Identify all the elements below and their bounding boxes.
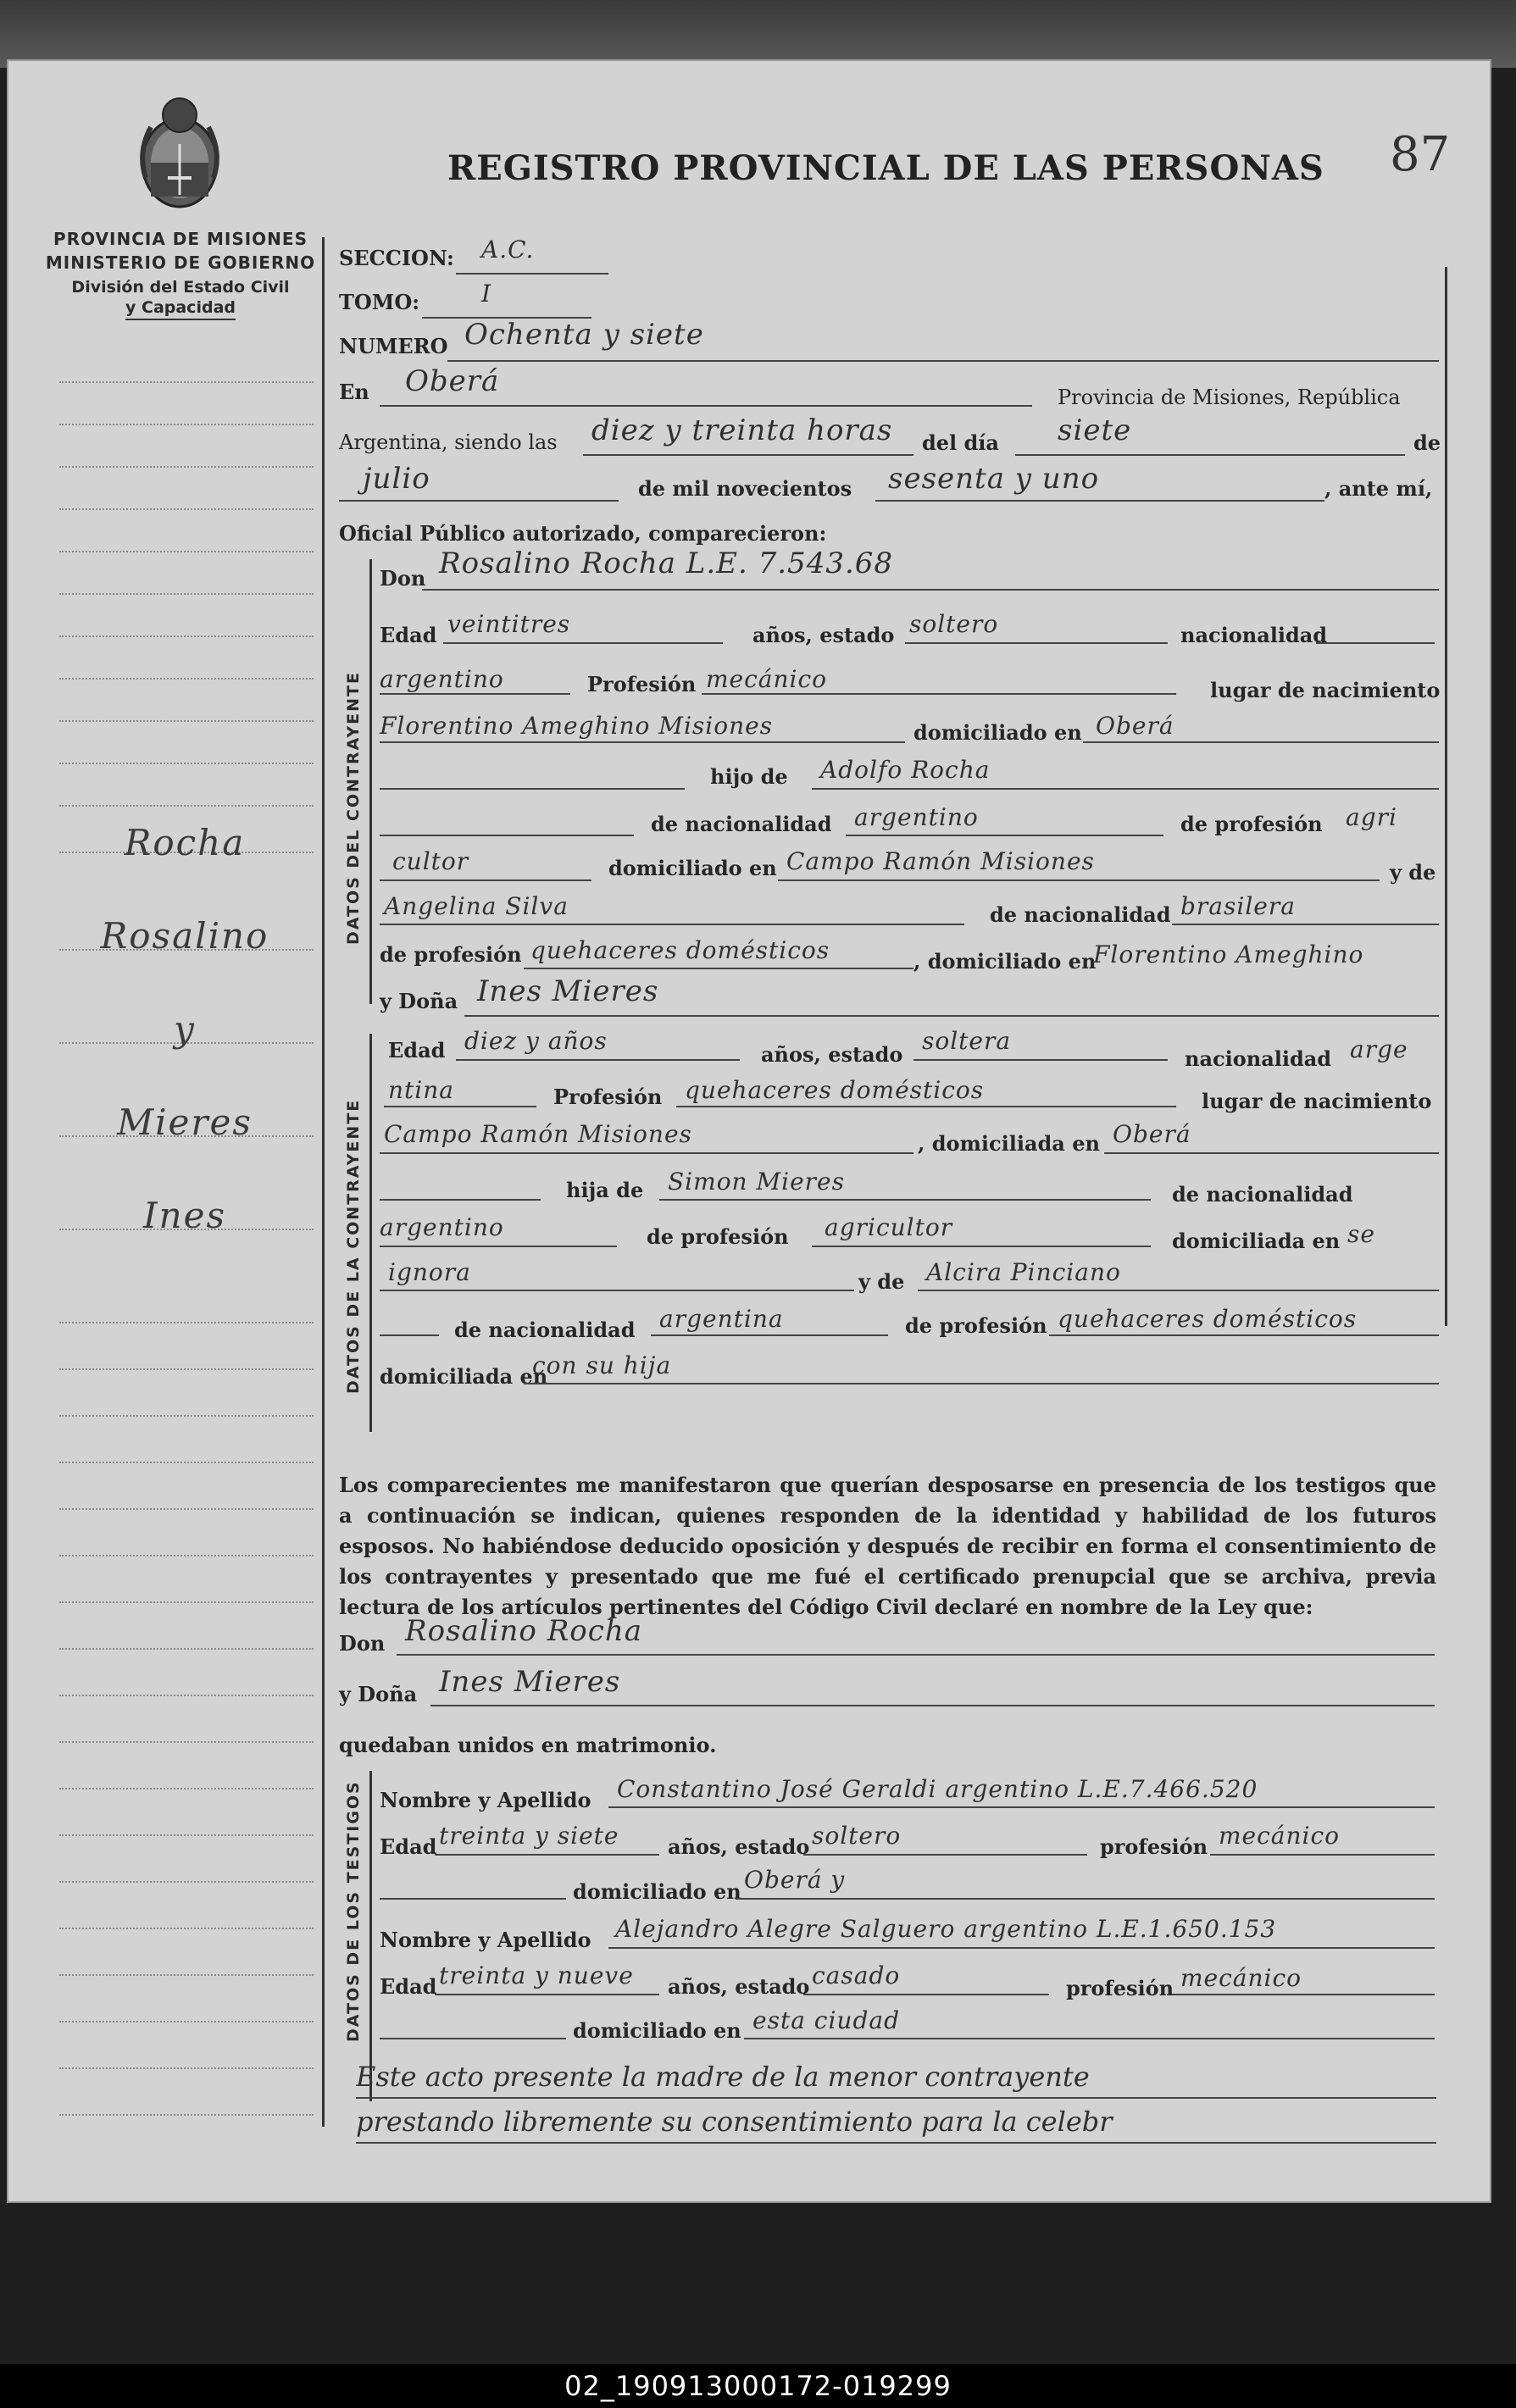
margin-line: [59, 763, 314, 764]
decl-dona-value: Ines Mieres: [439, 1665, 621, 1699]
t2-profesion-label: profesión: [1066, 1976, 1174, 2000]
coat-of-arms-icon: [134, 93, 225, 216]
field-rule: [380, 1334, 439, 1336]
t1-domicilio-value: Oberá y: [744, 1866, 846, 1894]
declaration-text: Los comparecientes me manifestaron que querían desposarse en presencia de los testigos que a continuación se indican, quienes responden de la identidad y habilidad de los futuros esposos. No habiéndose deducido oposición y después de recibir en forma el consentimiento de los contrayentes y presentado que me fué el certificado prenupcial que se archiva, previa lectura de los artículos pertinentes del Código Civil declaré en nombre de la Ley que:: [339, 1473, 1436, 1619]
margin-line: [59, 678, 314, 680]
field-rule: [456, 1059, 740, 1061]
t2-estado-value: casado: [812, 1961, 901, 1989]
margin-line: [59, 1601, 314, 1603]
t1-domiciliado-label: domiciliado en: [573, 1879, 741, 1904]
margin-line: [59, 1555, 314, 1556]
margin-line: [59, 1415, 314, 1417]
margin-line: [59, 1368, 314, 1370]
anios-estado-label: años, estado: [752, 623, 895, 647]
t2-edad-value: treinta y nueve: [439, 1961, 634, 1989]
ministry-line: MINISTERIO DE GOBIERNO: [45, 252, 316, 273]
madre-nac-label: de nacionalidad: [990, 902, 1171, 927]
domiciliado-en-3-label: , domiciliado en: [913, 949, 1097, 974]
field-rule: [1015, 454, 1405, 456]
field-rule: [524, 1383, 1439, 1384]
profesion-label: Profesión: [587, 672, 697, 696]
lugar-label: lugar de nacimiento: [1210, 678, 1441, 702]
field-rule: [778, 879, 1380, 881]
form-frame-right: [1445, 267, 1447, 1326]
anio-value: sesenta y uno: [888, 462, 1100, 496]
margin-line: [59, 508, 314, 510]
field-rule: [384, 1106, 536, 1107]
t2-domicilio-value: esta ciudad: [752, 2006, 900, 2034]
padre-f-value: Simon Mieres: [668, 1168, 845, 1196]
estado-value: soltero: [909, 610, 999, 638]
section-bracket: [369, 1034, 372, 1432]
padre-value: Adolfo Rocha: [820, 756, 991, 784]
padre-f-domicilio-1: se: [1347, 1220, 1375, 1248]
de-profesion-label: de profesión: [1180, 812, 1323, 836]
padre-domicilio: Campo Ramón Misiones: [786, 847, 1095, 875]
contrayente-f-section-label: DATOS DE LA CONTRAYENTE: [344, 1098, 363, 1394]
t1-estado-value: soltero: [812, 1822, 902, 1850]
field-rule: [583, 454, 913, 456]
margin-line: [59, 551, 314, 552]
numero-value: Ochenta y siete: [464, 318, 704, 352]
seccion-label: SECCION:: [339, 246, 454, 270]
padre-f-nacionalidad: argentino: [380, 1213, 504, 1241]
t2-edad-label: Edad: [380, 1974, 437, 1999]
madre-f-nac-label: de nacionalidad: [454, 1318, 636, 1342]
field-rule: [918, 1290, 1439, 1291]
nacionalidad-f-label: nacionalidad: [1185, 1046, 1332, 1071]
field-rule: [702, 693, 1176, 695]
madre-f-nacionalidad: argentina: [659, 1305, 784, 1333]
field-rule: [447, 360, 1439, 362]
madre-domicilio: Florentino Ameghino: [1093, 940, 1364, 968]
field-rule: [380, 1290, 854, 1291]
field-rule: [1316, 642, 1435, 644]
ante-mi-label: , ante mí,: [1324, 476, 1433, 501]
field-rule: [1083, 741, 1439, 743]
edad-f-label: Edad: [388, 1038, 446, 1063]
oficial-text: Oficial Público autorizado, comparecieron:: [339, 521, 827, 546]
margin-line: [59, 1928, 314, 1929]
t2-nombre-value: Alejandro Alegre Salguero argentino L.E.1.650.153: [615, 1915, 1277, 1943]
anios-estado-f-label: años, estado: [761, 1042, 903, 1067]
field-rule: [422, 589, 1439, 591]
form-frame-left: [322, 237, 325, 2127]
de-profesion-f2-label: de profesión: [905, 1313, 1047, 1338]
seccion-value: A.C.: [481, 236, 535, 264]
del-dia-label: del día: [922, 430, 999, 455]
t2-nombre-label: Nombre y Apellido: [380, 1928, 591, 1952]
lugar-f-value: Campo Ramón Misiones: [384, 1120, 692, 1148]
y-de-f-label: y de: [858, 1269, 905, 1294]
field-rule: [1172, 924, 1439, 925]
field-rule: [1210, 1854, 1435, 1856]
dia-value: siete: [1058, 413, 1132, 447]
domiciliada-en-f-label: domiciliada en: [1172, 1229, 1341, 1253]
margin-line: [59, 1974, 314, 1976]
field-rule: [397, 1654, 1435, 1656]
margin-line: [59, 1322, 314, 1323]
field-rule: [1104, 1152, 1439, 1154]
nacionalidad-value: argentino: [380, 665, 504, 693]
field-rule: [380, 835, 634, 836]
field-rule: [1172, 1994, 1435, 1995]
field-rule: [380, 2038, 566, 2039]
domicilio-value: Oberá: [1096, 712, 1174, 740]
division-subline: y Capacidad: [125, 298, 236, 320]
domiciliado-label: domiciliado en: [913, 720, 1082, 745]
field-rule: [380, 1898, 566, 1900]
observation-line: Este acto presente la madre de la menor contrayente: [356, 2061, 1090, 2093]
madre-f-value: Alcira Pinciano: [926, 1258, 1121, 1286]
field-rule: [524, 968, 913, 969]
profesion-value: mecánico: [706, 665, 828, 693]
margin-line: [59, 1508, 314, 1510]
hora-value: diez y treinta horas: [591, 413, 893, 447]
field-rule: [812, 1246, 1151, 1247]
margin-line: [59, 720, 314, 722]
en-label: En: [339, 380, 369, 404]
lugar-value: Florentino Ameghino Misiones: [380, 712, 774, 740]
field-rule: [608, 1947, 1435, 1949]
field-rule: [464, 1015, 1439, 1017]
profesion-f-label: Profesión: [553, 1085, 663, 1109]
margin-note: Rocha: [124, 822, 246, 863]
margin-line: [59, 424, 314, 425]
field-rule: [736, 1898, 1435, 1900]
field-rule: [608, 1806, 1435, 1808]
nacionalidad-label: nacionalidad: [1180, 623, 1328, 647]
de-nacionalidad-f-label: de nacionalidad: [1172, 1182, 1353, 1207]
madre-f-profesion: quehaceres domésticos: [1058, 1305, 1358, 1333]
field-rule: [380, 788, 685, 790]
madre-f-domicilio: con su hija: [532, 1351, 672, 1379]
field-rule: [356, 2097, 1436, 2099]
field-rule: [380, 879, 591, 881]
margin-line: [59, 1788, 314, 1789]
margin-line: [59, 466, 314, 468]
dona-label: y Doña: [380, 989, 458, 1013]
nacionalidad-f-value-2: ntina: [388, 1076, 454, 1104]
nacionalidad-f-value-1: arge: [1350, 1035, 1408, 1063]
hijo-de-label: hijo de: [710, 764, 788, 789]
field-rule: [339, 500, 619, 502]
province-header: [41, 229, 320, 320]
numero-label: NUMERO: [339, 334, 448, 358]
field-rule: [380, 693, 570, 695]
margin-line: [59, 381, 314, 383]
field-rule: [456, 273, 608, 275]
edad-value: veintitres: [447, 610, 571, 638]
en-value: Oberá: [405, 364, 500, 398]
margin-line: [59, 1741, 314, 1743]
field-rule: [875, 500, 1324, 502]
t2-domiciliado-label: domiciliado en: [573, 2018, 741, 2043]
padre-nacionalidad: argentino: [854, 803, 979, 831]
field-rule: [803, 1994, 1049, 1995]
domicilio-f-value: Oberá: [1113, 1120, 1191, 1148]
t1-edad-value: treinta y siete: [439, 1822, 619, 1850]
margin-line: [59, 2021, 314, 2022]
t1-estado-label: años, estado: [668, 1834, 810, 1859]
t1-profesion-value: mecánico: [1219, 1822, 1341, 1850]
margin-line: [59, 2114, 314, 2116]
margin-line: [59, 1695, 314, 1696]
lugar-f-label: lugar de nacimiento: [1202, 1089, 1432, 1113]
field-rule: [913, 1059, 1168, 1061]
de-profesion-f-label: de profesión: [647, 1224, 789, 1249]
testigos-section-label: DATOS DE LOS TESTIGOS: [344, 1780, 363, 2042]
field-rule: [380, 1246, 617, 1247]
t2-estado-label: años, estado: [668, 1974, 810, 1999]
section-bracket: [369, 559, 372, 1004]
padre-f-domicilio-2: ignora: [388, 1258, 471, 1286]
margin-line: [59, 1834, 314, 1836]
margin-note: Rosalino: [100, 915, 269, 957]
field-rule: [443, 642, 723, 644]
field-rule: [744, 2038, 1435, 2039]
edad-f-value: diez y años: [464, 1027, 608, 1055]
field-rule: [380, 405, 1032, 407]
margin-line: [59, 1648, 314, 1650]
page-number: 87: [1390, 127, 1451, 182]
margin-line: [59, 2067, 314, 2069]
field-rule: [905, 642, 1168, 644]
contrayenta-name: Ines Mieres: [477, 974, 659, 1008]
field-rule: [356, 2142, 1436, 2144]
tomo-value: I: [481, 280, 492, 308]
margin-line: [59, 1881, 314, 1883]
field-rule: [651, 1334, 888, 1336]
contrayente-section-label: DATOS DEL CONTRAYENTE: [344, 671, 363, 945]
field-rule: [659, 1199, 1151, 1201]
decl-don-value: Rosalino Rocha: [405, 1614, 642, 1648]
domiciliada-en-f2-label: domiciliada en: [380, 1364, 548, 1389]
field-rule: [380, 741, 905, 743]
argentina-text: Argentina, siendo las: [339, 430, 558, 454]
domiciliada-label: , domiciliada en: [918, 1131, 1100, 1156]
tomo-label: TOMO:: [339, 290, 420, 314]
image-id-footer: [0, 2364, 1516, 2408]
de-nacionalidad-label: de nacionalidad: [651, 812, 832, 836]
madre-value: Angelina Silva: [384, 892, 569, 920]
provincia-text: Provincia de Misiones, República: [1058, 386, 1401, 409]
de-label: de: [1413, 430, 1441, 455]
y-de-label: y de: [1390, 860, 1436, 885]
madre-profesion: quehaceres domésticos: [530, 936, 830, 964]
padre-profesion-1: agri: [1346, 803, 1397, 831]
edad-label: Edad: [380, 623, 437, 647]
t1-edad-label: Edad: [380, 1834, 437, 1859]
field-rule: [435, 1854, 659, 1856]
field-rule: [435, 1994, 659, 1995]
t2-profesion-value: mecánico: [1180, 1964, 1302, 1992]
field-rule: [380, 1152, 913, 1154]
estado-f-value: soltera: [922, 1027, 1012, 1055]
page-title: REGISTRO PROVINCIAL DE LAS PERSONAS: [447, 148, 1324, 188]
field-rule: [676, 1106, 1176, 1107]
de-profesion-2-label: de profesión: [380, 942, 522, 967]
margin-note: Ines: [142, 1195, 227, 1236]
field-rule: [430, 1705, 1435, 1706]
field-rule: [1049, 1334, 1439, 1336]
margin-line: [59, 805, 314, 807]
margin-note: Mieres: [117, 1101, 253, 1143]
mes-value: julio: [363, 462, 430, 496]
field-rule: [380, 1199, 541, 1201]
t1-profesion-label: profesión: [1100, 1834, 1208, 1859]
field-rule: [812, 788, 1439, 790]
decl-don-label: Don: [339, 1631, 386, 1656]
section-bracket: [369, 1771, 372, 2101]
domiciliado-en-label: domiciliado en: [608, 856, 777, 880]
t1-nombre-value: Constantino José Geraldi argentino L.E.7.466.520: [617, 1775, 1258, 1803]
division-line: División del Estado Civil: [71, 278, 290, 297]
padre-f-profesion: agricultor: [825, 1213, 953, 1241]
province-line: PROVINCIA DE MISIONES: [53, 229, 308, 249]
madre-nacionalidad: brasilera: [1180, 892, 1296, 920]
hija-de-label: hija de: [566, 1178, 644, 1202]
field-rule: [803, 1854, 1087, 1856]
decl-dona-label: y Doña: [339, 1682, 418, 1706]
margin-line: [59, 593, 314, 595]
profesion-f-value: quehaceres domésticos: [685, 1076, 985, 1104]
registry-page: [7, 59, 1491, 2203]
don-label: Don: [380, 566, 426, 591]
image-id: 02_190913000172-019299: [564, 2370, 952, 2402]
t1-nombre-label: Nombre y Apellido: [380, 1788, 591, 1812]
padre-profesion-2: cultor: [392, 847, 469, 875]
margin-line: [59, 1462, 314, 1463]
closing-text: quedaban unidos en matrimonio.: [339, 1733, 717, 1757]
de-mil-label: de mil novecientos: [638, 476, 852, 501]
field-rule: [846, 835, 1163, 836]
observation-line: prestando libremente su consentimiento para la celebr: [356, 2106, 1113, 2138]
margin-line: [59, 635, 314, 637]
margin-note: y: [174, 1008, 196, 1050]
field-rule: [380, 924, 964, 925]
contrayente-name: Rosalino Rocha L.E. 7.543.68: [439, 547, 894, 580]
scan-background-top: [0, 0, 1516, 68]
